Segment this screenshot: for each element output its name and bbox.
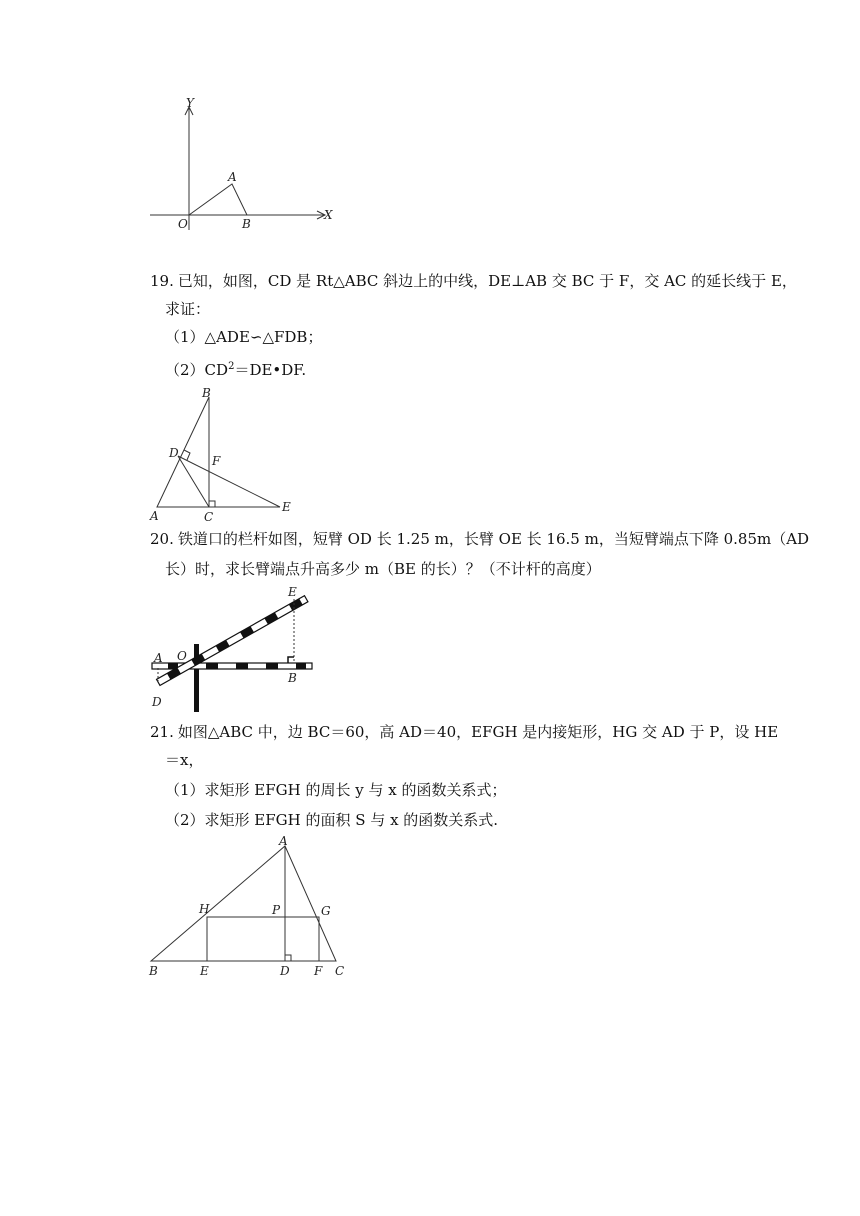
q19-text1: 已知，如图，CD 是 Rt△ABC 斜边上的中线，DE⊥AB 交 BC 于 F，交 AC 的延长线于 E， [177,272,797,290]
label-d: D [280,964,290,978]
label-d: D [169,446,179,460]
q19-line2: 求证： [165,300,211,318]
label-f: F [212,454,221,468]
label-origin: O [178,217,188,231]
label-f: F [314,964,323,978]
label-c: C [335,964,345,978]
q19-part2-sup: 2 [228,361,235,372]
label-b: B [149,964,158,978]
q21-part2: （2）求矩形 EFGH 的面积 S 与 x 的函数关系式. [165,811,499,829]
label-a: A [150,509,159,523]
label-b: B [202,386,211,400]
triangle-abc-figure [140,385,310,525]
q19-part1: （1）△ADE∽△FDB； [165,328,323,346]
label-d: D [152,695,162,709]
triangle-abc [157,397,209,507]
triangle-abc [151,846,336,961]
tilted-bar [157,596,308,686]
q19-number: 19. [150,272,174,290]
q19-part2 [165,353,306,384]
q20-line2: 长）时，求长臂端点升高多少 m（BE 的长）？（不计杆的高度） [165,560,601,578]
label-h: H [199,902,210,916]
right-angle-d [285,955,291,961]
right-angle-d [184,450,190,460]
axes-figure [140,95,340,235]
q19-part2-prefix: （2）CD [165,361,229,379]
label-b: B [288,671,297,685]
label-c: C [204,510,214,524]
label-b: B [242,217,251,231]
label-y: Y [186,96,194,110]
q19-line1 [150,267,797,295]
q21-line1 [150,718,778,746]
right-angle-b [288,657,294,663]
q21-line2: ＝x， [165,751,204,769]
label-e: E [200,964,209,978]
rectangle-efgh [207,917,319,961]
label-a: A [154,651,163,665]
label-g: G [321,904,331,918]
label-x: X [324,208,333,222]
q21-text1: 如图△ABC 中，边 BC＝60，高 AD＝40，EFGH 是内接矩形，HG 交 AD 于 P，设 HE [177,723,779,741]
q20-line1 [150,525,809,553]
q21-part1: （1）求矩形 EFGH 的周长 y 与 x 的函数关系式； [165,781,507,799]
q21-number: 21. [150,723,174,741]
label-a: A [279,835,288,848]
label-e: E [288,585,297,599]
triangle-oab [189,184,247,215]
label-a: A [228,170,237,184]
label-o: O [177,649,187,663]
q20-number: 20. [150,530,174,548]
right-angle-c [209,501,215,507]
inscribed-rectangle-figure [140,835,360,985]
barrier-figure [140,582,320,717]
barrier-post [194,644,199,712]
label-e: E [282,500,291,514]
q19-part2-suffix: ＝DE•DF. [234,361,307,379]
label-p: P [272,903,281,917]
q20-text1: 铁道口的栏杆如图，短臂 OD 长 1.25 m，长臂 OE 长 16.5 m，当短臂端点下降 0.85m（AD [177,530,810,548]
